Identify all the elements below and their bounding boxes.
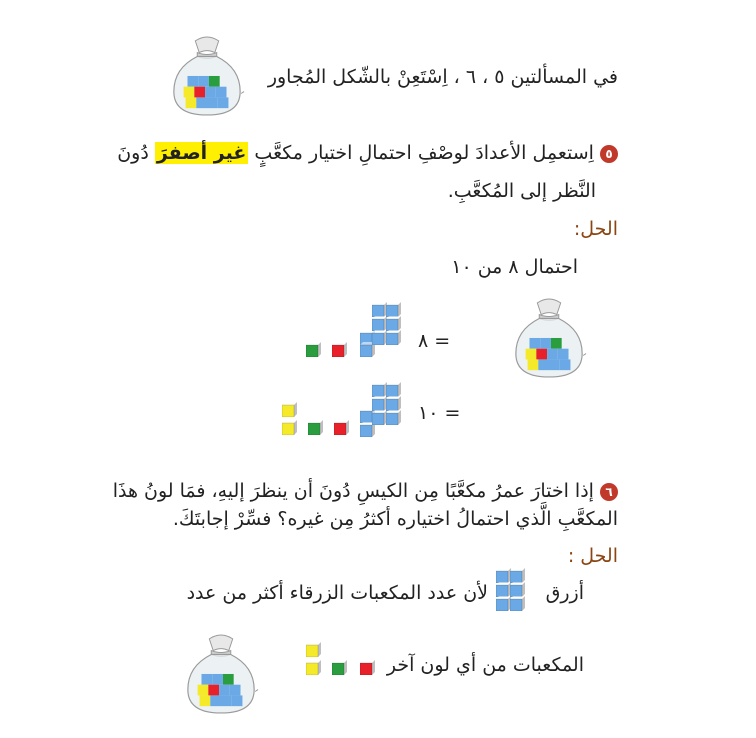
- cube-blue: [496, 582, 511, 597]
- cube-blue: [372, 396, 387, 411]
- q5-text-after: دُونَ: [117, 142, 149, 164]
- cube-group-blue: [494, 566, 538, 622]
- intro-text: في المسألتين ٥ ، ٦ ، اِسْتَعِنْ بالشّكل المُجاور: [267, 66, 618, 88]
- q6-reason-line2: المكعبات من أي لون آخر: [386, 654, 584, 676]
- cube-blue: [496, 568, 511, 583]
- cube-green: [308, 420, 323, 435]
- cube-blue: [386, 302, 401, 317]
- cube-group-8: [304, 302, 404, 362]
- cube-green: [306, 342, 321, 357]
- cube-blue: [496, 596, 511, 611]
- q6-answer-color: أزرق: [545, 582, 584, 604]
- cube-red: [360, 660, 375, 675]
- cube-blue: [372, 316, 387, 331]
- cube-blue: [386, 382, 401, 397]
- cube-blue: [386, 316, 401, 331]
- cube-group-10: [280, 382, 404, 442]
- q5-text-before: اِستعمِل الأعدادَ لوصْفِ احتمالِ اختيار مكعَّبٍ: [254, 142, 594, 164]
- cube-group-other: [304, 640, 384, 680]
- q6-solution-label: الحل :: [567, 545, 618, 567]
- cube-yellow: [306, 660, 321, 675]
- cube-blue: [510, 582, 525, 597]
- cube-yellow: [282, 402, 297, 417]
- q6-reason-line1: لأن عدد المكعبات الزرقاء أكثر من عدد: [186, 582, 488, 604]
- cube-red: [332, 342, 347, 357]
- cube-yellow: [306, 642, 321, 657]
- cube-blue: [372, 382, 387, 397]
- q5-highlight: غير أصفرَ: [156, 142, 247, 164]
- cube-blue: [372, 302, 387, 317]
- q5-line1: [117, 142, 618, 164]
- q5-number-badge: ٥: [600, 145, 618, 163]
- equation-10: = ١٠: [418, 402, 461, 424]
- bag-illustration-middle: [510, 292, 588, 382]
- cube-blue: [386, 410, 401, 425]
- q5-line2: النَّظر إلى المُكعَّبِ.: [447, 180, 596, 202]
- equation-8: = ٨: [418, 330, 451, 352]
- q6-number-badge: ٦: [600, 483, 618, 501]
- cube-blue: [510, 568, 525, 583]
- cube-green: [332, 660, 347, 675]
- bag-illustration-bottom: [182, 628, 260, 718]
- cube-blue: [372, 410, 387, 425]
- cube-yellow: [282, 420, 297, 435]
- cube-blue: [510, 596, 525, 611]
- cube-blue: [386, 330, 401, 345]
- q6-line1: [113, 480, 618, 502]
- cube-blue: [386, 396, 401, 411]
- cube-red: [334, 420, 349, 435]
- q5-answer: احتمال ٨ من ١٠: [451, 256, 578, 278]
- q6-text-line1: إذا اختارَ عمرُ مكعَّبًا مِن الكيسِ دُونَ أن ينظرَ إليهِ، فمَا لونُ هذَا: [112, 480, 594, 502]
- cube-blue: [372, 330, 387, 345]
- q6-line2: المكعَّبِ الَّذي احتمالُ اختياره أكثرُ مِن غيره؟ فسِّرْ إجابتَكَ.: [172, 508, 618, 530]
- q5-solution-label: الحل:: [573, 218, 618, 240]
- bag-illustration-top: [168, 30, 246, 120]
